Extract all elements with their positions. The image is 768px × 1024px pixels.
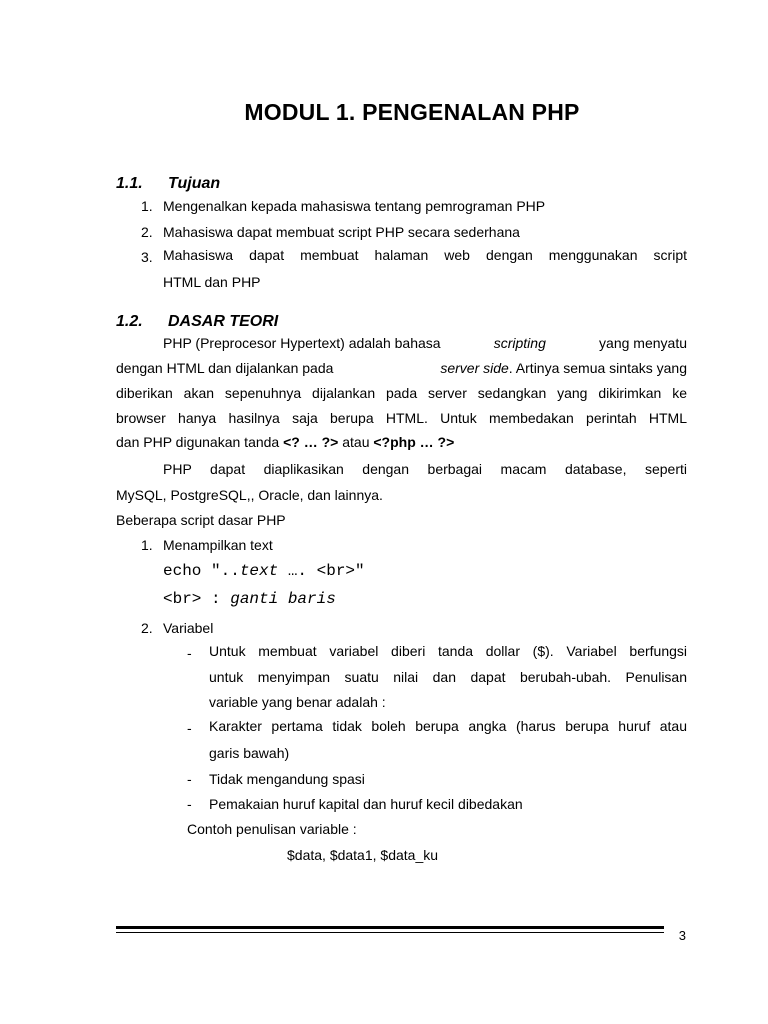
bullet-text: Pemakaian huruf kapital dan huruf kecil dibedakan [209, 796, 523, 812]
paragraph-line: MySQL, PostgreSQL,, Oracle, dan lainnya. [116, 487, 383, 503]
section-1-number: 1.1. [116, 175, 143, 192]
code-line [163, 562, 365, 580]
bullet-dash: - [187, 771, 192, 787]
section-2-heading: DASAR TEORI [168, 313, 279, 330]
module-title: MODUL 1. PENGENALAN PHP [244, 99, 580, 125]
list-item-text: Mahasiswa dapat membuat halaman web dengan menggunakan script [163, 247, 687, 263]
list-item-number: 2. [141, 620, 153, 636]
list-item-text-continued: HTML dan PHP [163, 274, 261, 290]
code-text: echo ".. [163, 562, 240, 580]
code-italic: text [239, 562, 279, 580]
scripts-intro: Beberapa script dasar PHP [116, 512, 286, 528]
italic-term: scripting [493, 335, 546, 351]
bullet-text: variable yang benar adalah : [209, 694, 386, 710]
section-1-heading: Tujuan [168, 175, 221, 192]
text-run: dengan HTML dan dijalankan pada [116, 360, 334, 376]
text-run: yang menyatu [599, 335, 687, 351]
paragraph-line: browser hanya hasilnya saja berupa HTML. Untuk membedakan perintah HTML [116, 410, 687, 426]
paragraph-line [116, 360, 687, 376]
code-text: …. <br>" [278, 562, 365, 580]
paragraph-line: diberikan akan sepenuhnya dijalankan pada server sedangkan yang dikirimkan ke [116, 385, 687, 401]
bullet-dash: - [187, 720, 192, 736]
page-number: 3 [678, 928, 686, 943]
code-text: <br> : [163, 590, 231, 608]
bullet-text: garis bawah) [209, 745, 290, 761]
bullet-dash: - [187, 796, 192, 812]
section-2-number: 1.2. [116, 313, 143, 330]
text-run: dan PHP digunakan tanda [116, 434, 280, 450]
list-item-text: Mahasiswa dapat membuat script PHP secara sederhana [163, 224, 520, 240]
text-run: atau [342, 434, 370, 450]
text-run: PHP (Preprocesor Hypertext) adalah bahasa [163, 335, 441, 351]
bullet-text: untuk menyimpan suatu nilai dan dapat berubah-ubah. Penulisan [209, 669, 687, 685]
code-italic: ganti baris [230, 590, 336, 608]
list-item-number: 3. [141, 249, 153, 265]
php-tag-full: <?php … ?> [373, 434, 455, 450]
list-item-number: 1. [141, 537, 153, 553]
list-item-number: 2. [141, 224, 153, 240]
bullet-dash: - [187, 645, 192, 661]
paragraph-line: PHP dapat diaplikasikan dengan berbagai macam database, seperti [163, 461, 687, 477]
paragraph-line [116, 432, 454, 452]
list-item-text: Mengenalkan kepada mahasiswa tentang pemrograman PHP [163, 198, 546, 214]
bullet-text: Tidak mengandung spasi [209, 771, 365, 787]
list-item-text: Menampilkan text [163, 537, 273, 553]
text-run: . Artinya semua sintaks yang [508, 360, 687, 376]
list-item-text: Variabel [163, 620, 214, 636]
italic-term: server side [440, 360, 509, 376]
footer-rule-thick [116, 926, 664, 929]
example-label: Contoh penulisan variable : [187, 821, 357, 837]
paragraph-line [163, 335, 687, 351]
bullet-text: Karakter pertama tidak boleh berupa angka (harus berupa huruf atau [209, 718, 687, 734]
php-tag-short: <? … ?> [283, 434, 339, 450]
footer-rule-thin [116, 932, 664, 933]
bullet-text: Untuk membuat variabel diberi tanda dollar ($). Variabel berfungsi [209, 643, 687, 659]
code-line [163, 590, 336, 608]
example-variables: $data, $data1, $data_ku [287, 847, 439, 863]
list-item-number: 1. [141, 198, 153, 214]
